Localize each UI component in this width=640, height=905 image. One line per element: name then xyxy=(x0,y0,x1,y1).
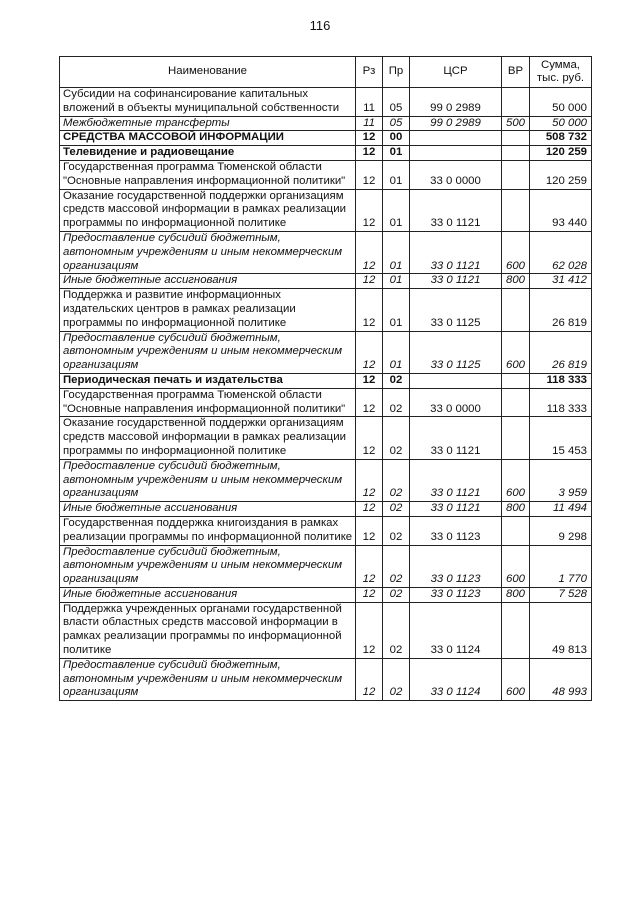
cell-sum: 1 770 xyxy=(530,545,592,587)
cell-name: Иные бюджетные ассигнования xyxy=(60,274,356,289)
cell-vr xyxy=(502,417,530,459)
cell-sum: 120 259 xyxy=(530,160,592,189)
cell-csr: 33 0 0000 xyxy=(410,160,502,189)
cell-rz: 12 xyxy=(356,658,383,700)
cell-vr xyxy=(502,160,530,189)
cell-sum: 49 813 xyxy=(530,602,592,658)
cell-vr: 600 xyxy=(502,231,530,273)
cell-csr xyxy=(410,146,502,161)
cell-pr: 02 xyxy=(383,587,410,602)
cell-name: Периодическая печать и издательства xyxy=(60,373,356,388)
cell-rz: 12 xyxy=(356,373,383,388)
cell-name: Предоставление субсидий бюджетным, автономным учреждениям и иным некоммерческим организациям xyxy=(60,459,356,501)
table-row xyxy=(60,516,592,545)
cell-sum: 50 000 xyxy=(530,88,592,117)
cell-sum: 7 528 xyxy=(530,587,592,602)
table-row xyxy=(60,116,592,131)
cell-pr: 01 xyxy=(383,231,410,273)
cell-sum: 26 819 xyxy=(530,331,592,373)
table-row xyxy=(60,545,592,587)
cell-name: Государственная программа Тюменской области "Основные направления информационной политики" xyxy=(60,388,356,417)
cell-csr: 33 0 1123 xyxy=(410,516,502,545)
cell-name: Межбюджетные трансферты xyxy=(60,116,356,131)
cell-sum: 26 819 xyxy=(530,289,592,331)
cell-vr: 800 xyxy=(502,502,530,517)
cell-vr: 600 xyxy=(502,658,530,700)
cell-pr: 02 xyxy=(383,373,410,388)
cell-pr: 02 xyxy=(383,602,410,658)
cell-pr: 02 xyxy=(383,502,410,517)
cell-sum: 118 333 xyxy=(530,388,592,417)
table-row xyxy=(60,587,592,602)
table-row xyxy=(60,231,592,273)
cell-name: Поддержка учрежденных органами государственной власти областных средств массовой информации в рамках реализации программы по информационной политике xyxy=(60,602,356,658)
cell-vr: 600 xyxy=(502,545,530,587)
cell-rz: 12 xyxy=(356,131,383,146)
header-csr: ЦСР xyxy=(410,57,502,88)
cell-pr: 01 xyxy=(383,331,410,373)
cell-vr: 500 xyxy=(502,116,530,131)
page-number: 116 xyxy=(309,18,331,33)
cell-rz: 12 xyxy=(356,602,383,658)
cell-csr: 33 0 1121 xyxy=(410,189,502,231)
cell-name: Телевидение и радиовещание xyxy=(60,146,356,161)
cell-rz: 12 xyxy=(356,545,383,587)
cell-pr: 01 xyxy=(383,160,410,189)
cell-csr: 33 0 1123 xyxy=(410,545,502,587)
cell-vr: 800 xyxy=(502,587,530,602)
cell-pr: 01 xyxy=(383,274,410,289)
cell-pr: 01 xyxy=(383,146,410,161)
cell-csr: 33 0 1123 xyxy=(410,587,502,602)
cell-pr: 02 xyxy=(383,658,410,700)
table-header-row xyxy=(60,57,592,88)
cell-pr: 05 xyxy=(383,88,410,117)
table-row xyxy=(60,88,592,117)
cell-sum: 9 298 xyxy=(530,516,592,545)
cell-vr xyxy=(502,146,530,161)
cell-csr: 33 0 1121 xyxy=(410,502,502,517)
cell-pr: 01 xyxy=(383,289,410,331)
cell-rz: 12 xyxy=(356,189,383,231)
header-vr: ВР xyxy=(502,57,530,88)
cell-vr: 600 xyxy=(502,331,530,373)
cell-csr: 33 0 1125 xyxy=(410,289,502,331)
cell-rz: 12 xyxy=(356,274,383,289)
header-name: Наименование xyxy=(60,57,356,88)
table-row xyxy=(60,417,592,459)
cell-name: Предоставление субсидий бюджетным, автономным учреждениям и иным некоммерческим организациям xyxy=(60,545,356,587)
cell-sum: 508 732 xyxy=(530,131,592,146)
header-rz: Рз xyxy=(356,57,383,88)
cell-name: Государственная поддержка книгоиздания в рамках реализации программы по информационной политике xyxy=(60,516,356,545)
cell-pr: 00 xyxy=(383,131,410,146)
cell-name: Иные бюджетные ассигнования xyxy=(60,502,356,517)
cell-sum: 93 440 xyxy=(530,189,592,231)
table-row xyxy=(60,602,592,658)
cell-vr xyxy=(502,602,530,658)
cell-csr xyxy=(410,373,502,388)
cell-csr: 33 0 0000 xyxy=(410,388,502,417)
cell-csr: 33 0 1124 xyxy=(410,658,502,700)
cell-vr xyxy=(502,373,530,388)
cell-rz: 11 xyxy=(356,88,383,117)
cell-sum: 120 259 xyxy=(530,146,592,161)
cell-rz: 12 xyxy=(356,331,383,373)
cell-csr: 33 0 1125 xyxy=(410,331,502,373)
cell-vr xyxy=(502,88,530,117)
cell-name: Предоставление субсидий бюджетным, автономным учреждениям и иным некоммерческим организациям xyxy=(60,231,356,273)
table-row xyxy=(60,373,592,388)
cell-pr: 02 xyxy=(383,388,410,417)
table-row xyxy=(60,289,592,331)
table-row xyxy=(60,658,592,700)
cell-pr: 01 xyxy=(383,189,410,231)
cell-rz: 12 xyxy=(356,289,383,331)
cell-vr xyxy=(502,289,530,331)
cell-rz: 11 xyxy=(356,116,383,131)
cell-name: Оказание государственной поддержки организациям средств массовой информации в рамках реализации программы по информационной политике xyxy=(60,189,356,231)
cell-name: Предоставление субсидий бюджетным, автономным учреждениям и иным некоммерческим организациям xyxy=(60,658,356,700)
cell-name: Предоставление субсидий бюджетным, автономным учреждениям и иным некоммерческим организациям xyxy=(60,331,356,373)
cell-rz: 12 xyxy=(356,160,383,189)
table-row xyxy=(60,388,592,417)
cell-pr: 05 xyxy=(383,116,410,131)
cell-name: Государственная программа Тюменской области "Основные направления информационной политики" xyxy=(60,160,356,189)
cell-rz: 12 xyxy=(356,417,383,459)
cell-vr xyxy=(502,131,530,146)
cell-vr xyxy=(502,388,530,417)
cell-name: Оказание государственной поддержки организациям средств массовой информации в рамках реализации программы по информационной политике xyxy=(60,417,356,459)
cell-csr: 33 0 1121 xyxy=(410,274,502,289)
table-row xyxy=(60,331,592,373)
cell-csr: 99 0 2989 xyxy=(410,88,502,117)
table-row xyxy=(60,502,592,517)
cell-vr: 800 xyxy=(502,274,530,289)
cell-csr: 33 0 1121 xyxy=(410,417,502,459)
cell-sum: 50 000 xyxy=(530,116,592,131)
cell-sum: 11 494 xyxy=(530,502,592,517)
header-sum: Сумма, тыс. руб. xyxy=(530,57,592,88)
table-row xyxy=(60,189,592,231)
cell-rz: 12 xyxy=(356,388,383,417)
table-row xyxy=(60,459,592,501)
cell-rz: 12 xyxy=(356,146,383,161)
budget-table xyxy=(59,56,592,701)
cell-pr: 02 xyxy=(383,417,410,459)
cell-name: СРЕДСТВА МАССОВОЙ ИНФОРМАЦИИ xyxy=(60,131,356,146)
cell-csr: 99 0 2989 xyxy=(410,116,502,131)
cell-name: Субсидии на софинансирование капитальных вложений в объекты муниципальной собственности xyxy=(60,88,356,117)
table-row xyxy=(60,274,592,289)
cell-pr: 02 xyxy=(383,459,410,501)
cell-vr: 600 xyxy=(502,459,530,501)
cell-pr: 02 xyxy=(383,545,410,587)
cell-vr xyxy=(502,516,530,545)
cell-sum: 31 412 xyxy=(530,274,592,289)
cell-rz: 12 xyxy=(356,516,383,545)
table-row xyxy=(60,131,592,146)
table-row xyxy=(60,146,592,161)
cell-pr: 02 xyxy=(383,516,410,545)
cell-csr: 33 0 1121 xyxy=(410,459,502,501)
cell-sum: 48 993 xyxy=(530,658,592,700)
table-row xyxy=(60,160,592,189)
cell-csr xyxy=(410,131,502,146)
cell-name: Поддержка и развитие информационных издательских центров в рамках реализации программы по информационной политике xyxy=(60,289,356,331)
cell-rz: 12 xyxy=(356,587,383,602)
cell-rz: 12 xyxy=(356,231,383,273)
header-pr: Пр xyxy=(383,57,410,88)
cell-sum: 15 453 xyxy=(530,417,592,459)
cell-rz: 12 xyxy=(356,459,383,501)
cell-sum: 3 959 xyxy=(530,459,592,501)
cell-csr: 33 0 1124 xyxy=(410,602,502,658)
cell-rz: 12 xyxy=(356,502,383,517)
cell-name: Иные бюджетные ассигнования xyxy=(60,587,356,602)
cell-vr xyxy=(502,189,530,231)
cell-sum: 118 333 xyxy=(530,373,592,388)
cell-csr: 33 0 1121 xyxy=(410,231,502,273)
cell-sum: 62 028 xyxy=(530,231,592,273)
